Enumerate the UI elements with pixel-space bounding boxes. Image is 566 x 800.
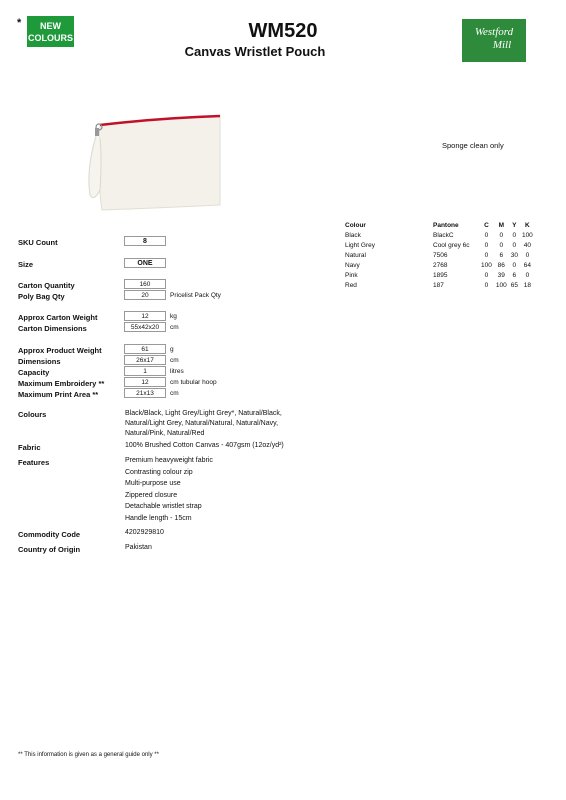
cmyk-k: 64: [523, 261, 531, 269]
pantone-code: 7506: [433, 251, 448, 259]
cmyk-c: 0: [484, 271, 489, 279]
cmyk-m: 0: [499, 231, 504, 239]
colour-name: Light Grey: [345, 241, 375, 249]
commodity-code-value: 4202929810: [125, 529, 164, 536]
cmyk-c: 0: [484, 281, 489, 289]
cmyk-m: 0: [499, 241, 504, 249]
logo-line-2: Mill: [492, 39, 512, 51]
cmyk-m: 6: [499, 251, 504, 259]
product-weight-value: 61: [124, 344, 166, 354]
poly-bag-qty-label: Poly Bag Qty: [18, 292, 65, 301]
pantone-code: 2768: [433, 261, 448, 269]
header-y: Y: [512, 221, 517, 229]
dimensions-label: Dimensions: [18, 357, 61, 366]
table-row: [343, 280, 535, 290]
carton-weight-label: Approx Carton Weight: [18, 313, 98, 322]
pantone-code: 187: [433, 281, 444, 289]
cmyk-k: 0: [525, 271, 530, 279]
max-print-area-unit: cm: [170, 390, 179, 397]
cmyk-y: 65: [510, 281, 518, 289]
capacity-label: Capacity: [18, 368, 50, 377]
colour-name: Black: [345, 231, 361, 239]
table-row: [343, 240, 535, 250]
cmyk-k: 100: [521, 231, 533, 239]
size-value: ONE: [124, 258, 166, 268]
colours-value: Black/Black, Light Grey/Light Grey*, Natural/Black, Natural/Light Grey, Natural/Natural, Natural/Navy, Natural/Pink, Natural/Red: [125, 410, 282, 437]
carton-quantity-label: Carton Quantity: [18, 281, 75, 290]
list-item: Multi-purpose use: [125, 480, 181, 487]
table-row: [343, 270, 535, 280]
logo-line-1: Westford: [474, 26, 514, 38]
cmyk-k: 18: [523, 281, 531, 289]
cmyk-m: 39: [497, 271, 505, 279]
fabric-label: Fabric: [18, 443, 41, 452]
cmyk-y: 6: [512, 271, 517, 279]
features-list: [125, 456, 213, 525]
dimensions-value: 26x17: [124, 355, 166, 365]
list-item: Zippered closure: [125, 491, 178, 499]
cmyk-c: 0: [484, 241, 489, 249]
colours-label: Colours: [18, 410, 47, 419]
colour-table: [343, 220, 535, 290]
max-print-area-value: 21x13: [124, 388, 166, 398]
colour-name: Natural: [345, 251, 366, 259]
carton-weight-unit: kg: [170, 313, 177, 320]
fabric-value: 100% Brushed Cotton Canvas - 407gsm (12oz/yd²): [125, 442, 284, 449]
badge-line-2: COLOURS: [28, 33, 73, 43]
dimensions-unit: cm: [170, 357, 179, 364]
header-pantone: Pantone: [433, 221, 459, 229]
country-of-origin-label: Country of Origin: [18, 545, 81, 554]
cmyk-y: 0: [512, 261, 517, 269]
header-c: C: [484, 221, 489, 229]
list-item: Premium heavyweight fabric: [125, 457, 213, 464]
capacity-value: 1: [124, 366, 166, 376]
header-colour: Colour: [345, 221, 366, 229]
sku-count-value: 8: [124, 236, 166, 246]
commodity-code-label: Commodity Code: [18, 530, 81, 539]
size-label: Size: [18, 260, 34, 269]
country-of-origin-value: Pakistan: [125, 544, 152, 551]
header-k: K: [525, 221, 530, 229]
footer-note: ** This information is given as a general guide only **: [18, 752, 159, 758]
pantone-code: BlackC: [433, 231, 454, 239]
carton-dimensions-label: Carton Dimensions: [18, 324, 87, 333]
cmyk-y: 30: [510, 251, 518, 259]
product-code: WM520: [248, 20, 318, 42]
poly-bag-qty-unit: Pricelist Pack Qty: [170, 292, 221, 299]
product-name: Canvas Wristlet Pouch: [184, 44, 326, 59]
features-label: Features: [18, 458, 50, 467]
list-item: Handle length - 15cm: [125, 514, 192, 522]
cmyk-y: 0: [512, 231, 517, 239]
table-row: [343, 250, 535, 260]
list-item: Contrasting colour zip: [125, 468, 193, 476]
brand-logo: [462, 19, 526, 62]
colour-name: Navy: [345, 261, 360, 269]
carton-dimensions-unit: cm: [170, 324, 179, 331]
header-m: M: [498, 221, 504, 229]
colour-name: Pink: [345, 271, 358, 279]
cmyk-c: 0: [484, 251, 489, 259]
cmyk-c: 100: [481, 261, 492, 269]
cmyk-c: 0: [484, 231, 489, 239]
cmyk-k: 0: [525, 251, 530, 259]
table-row: [343, 260, 535, 270]
colour-name: Red: [345, 281, 357, 289]
cmyk-m: 100: [495, 281, 507, 289]
table-row: [343, 230, 535, 240]
pantone-code: Cool grey 6c: [433, 241, 470, 249]
cmyk-m: 86: [497, 261, 505, 269]
max-print-area-label: Maximum Print Area **: [18, 390, 99, 399]
colour-table-header: [343, 220, 535, 230]
pantone-code: 1895: [433, 271, 448, 279]
max-embroidery-unit: cm tubular hoop: [170, 379, 217, 386]
carton-weight-value: 12: [124, 311, 166, 321]
product-weight-unit: g: [170, 346, 174, 353]
poly-bag-qty-value: 20: [124, 290, 166, 300]
sku-count-label: SKU Count: [18, 238, 58, 247]
carton-quantity-value: 160: [124, 279, 166, 289]
carton-dimensions-value: 55x42x20: [124, 322, 166, 332]
capacity-unit: litres: [170, 368, 184, 375]
badge-line-1: NEW: [40, 21, 61, 31]
asterisk: *: [17, 17, 22, 29]
care-instructions: Sponge clean only: [442, 141, 504, 150]
product-weight-label: Approx Product Weight: [18, 346, 102, 355]
cmyk-k: 40: [523, 241, 531, 249]
cmyk-y: 0: [512, 241, 517, 249]
max-embroidery-label: Maximum Embroidery **: [18, 379, 105, 388]
max-embroidery-value: 12: [124, 377, 166, 387]
list-item: Detachable wristlet strap: [125, 503, 202, 510]
product-image: [80, 110, 230, 220]
